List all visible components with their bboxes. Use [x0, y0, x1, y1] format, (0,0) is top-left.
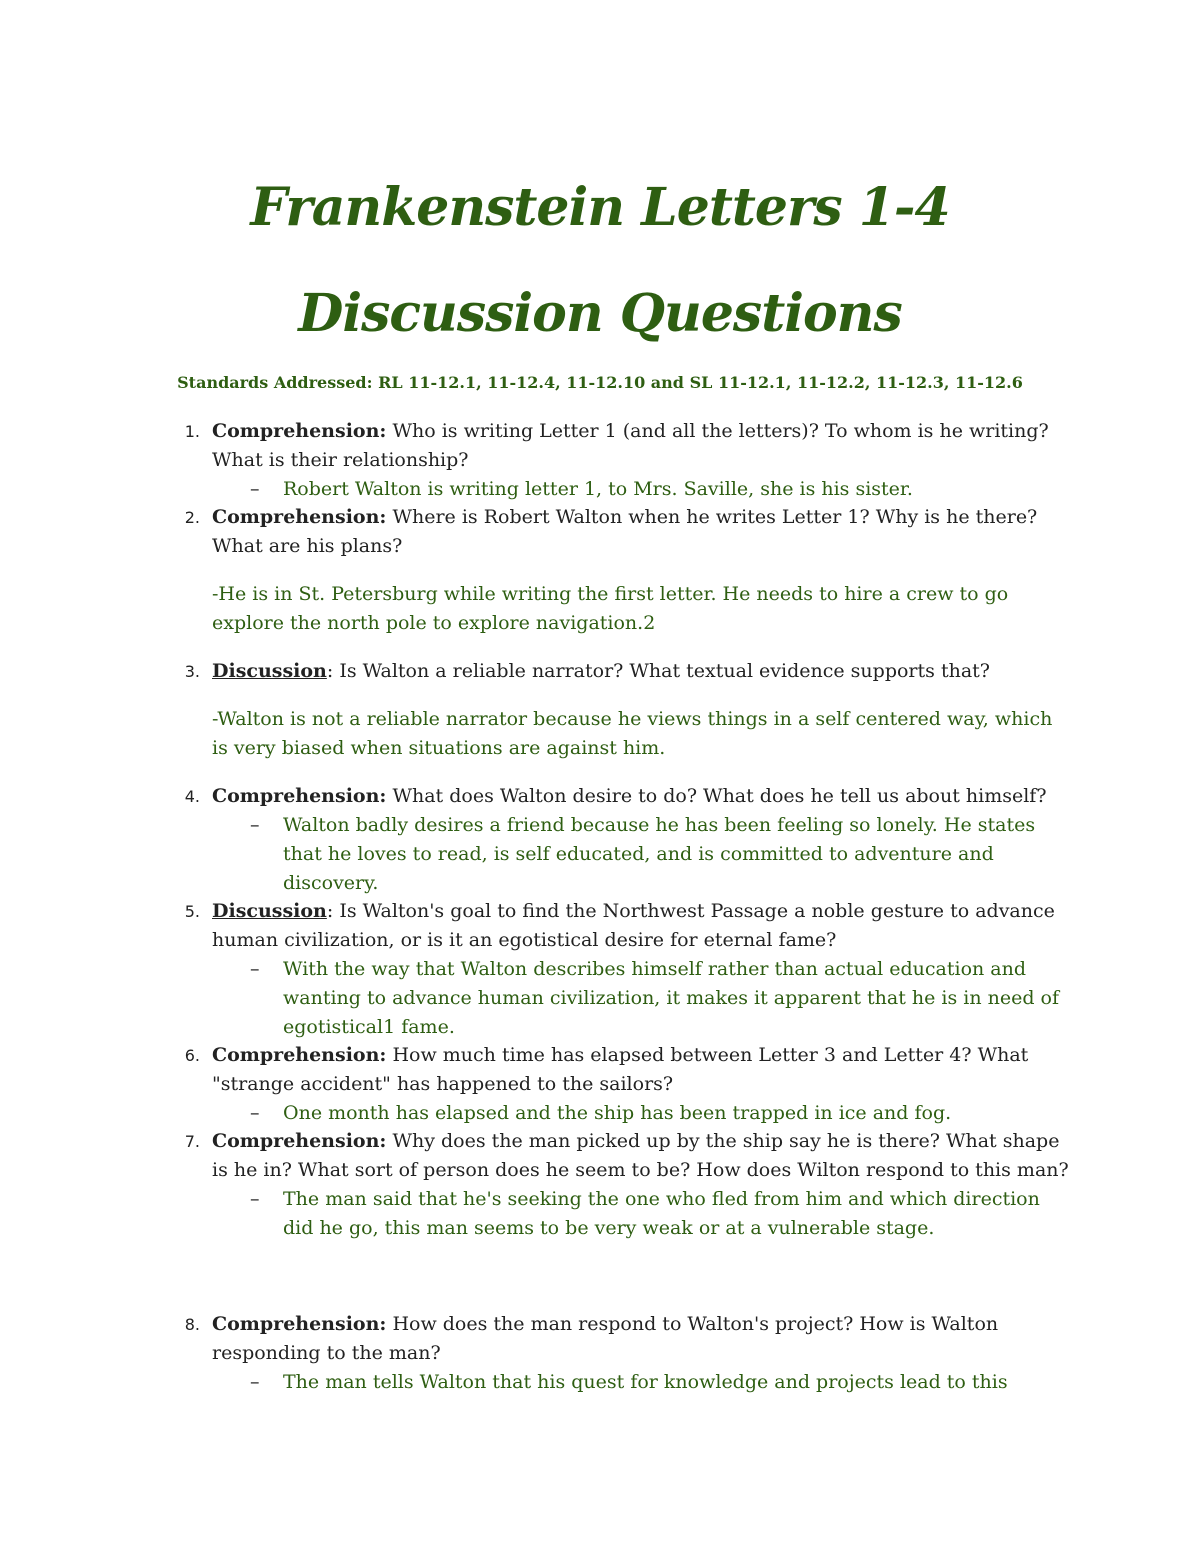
- question-label: Discussion: [212, 900, 327, 922]
- answer-text: One month has elapsed and the ship has been trapped in ice and fog.: [283, 1102, 952, 1124]
- answer-text: Robert Walton is writing letter 1, to Mrs. Saville, she is his sister.: [283, 478, 913, 500]
- question-text: How much time has elapsed between Letter 3 and Letter 4? What "strange accident" has happened to the sailors?: [212, 1044, 1029, 1095]
- question-number: 1.: [184, 422, 200, 441]
- answer-bullet: –: [250, 958, 260, 980]
- question-number: 2.: [184, 508, 200, 527]
- answer-text: Walton badly desires a friend because he has been feeling so lonely. He states that he loves to read, is self educated, and is committed to adventure and discovery.: [283, 814, 1036, 894]
- answer-bullet: –: [250, 478, 260, 500]
- question-number: 4.: [184, 787, 200, 806]
- question-label: Comprehension:: [212, 785, 387, 807]
- question-text: Who is writing Letter 1 (and all the letters)? To whom is he writing? What is their relationship?: [212, 420, 1049, 471]
- answer-text: The man said that he's seeking the one who fled from him and which direction did he go, this man seems to be very weak or at a vulnerable stage.: [283, 1188, 1040, 1239]
- answer-bullet: –: [250, 1102, 260, 1124]
- answer-text: With the way that Walton describes himself rather than actual education and wanting to advance human civilization, it makes it apparent that he is in need of egotistical1 fame.: [283, 958, 1060, 1038]
- question-number: 3.: [184, 662, 200, 681]
- answer-bullet: –: [250, 1188, 260, 1210]
- document-subtitle: Discussion Questions: [298, 283, 902, 344]
- answer-bullet: –: [250, 814, 260, 836]
- question-text: How does the man respond to Walton's project? How is Walton responding to the man?: [212, 1313, 999, 1364]
- question-text: Why does the man picked up by the ship say he is there? What shape is he in? What sort of person does he seem to be? How does Wilton respond to this man?: [212, 1130, 1069, 1181]
- question-number: 7.: [184, 1132, 200, 1151]
- answer-bullet: –: [250, 1371, 260, 1393]
- question-label: Comprehension:: [212, 420, 387, 442]
- question-label: Discussion: [212, 660, 327, 682]
- question-text: Where is Robert Walton when he writes Letter 1? Why is he there? What are his plans?: [212, 506, 1038, 557]
- document-title: Frankenstein Letters 1-4: [250, 177, 950, 238]
- question-text: What does Walton desire to do? What does he tell us about himself?: [386, 785, 1047, 807]
- standards-addressed: Standards Addressed: RL 11-12.1, 11-12.4, 11-12.10 and SL 11-12.1, 11-12.2, 11-12.3, 11-12.6: [177, 373, 1023, 392]
- question-text: : Is Walton's goal to find the Northwest Passage a noble gesture to advance human civilization, or is it an egotistical desire for eternal fame?: [212, 900, 1055, 951]
- answer-text: -He is in St. Petersburg while writing the first letter. He needs to hire a crew to go explore the north pole to explore navigation.2: [212, 583, 1009, 634]
- answer-text: -Walton is not a reliable narrator because he views things in a self centered way, which is very biased when situations are against him.: [212, 708, 1053, 759]
- question-number: 8.: [184, 1315, 200, 1334]
- question-text: : Is Walton a reliable narrator? What textual evidence supports that?: [326, 660, 990, 682]
- question-label: Comprehension:: [212, 1313, 387, 1335]
- answer-text: The man tells Walton that his quest for knowledge and projects lead to this: [283, 1371, 1008, 1393]
- question-number: 5.: [184, 902, 200, 921]
- question-number: 6.: [184, 1046, 200, 1065]
- question-label: Comprehension:: [212, 1044, 387, 1066]
- question-label: Comprehension:: [212, 506, 387, 528]
- question-label: Comprehension:: [212, 1130, 387, 1152]
